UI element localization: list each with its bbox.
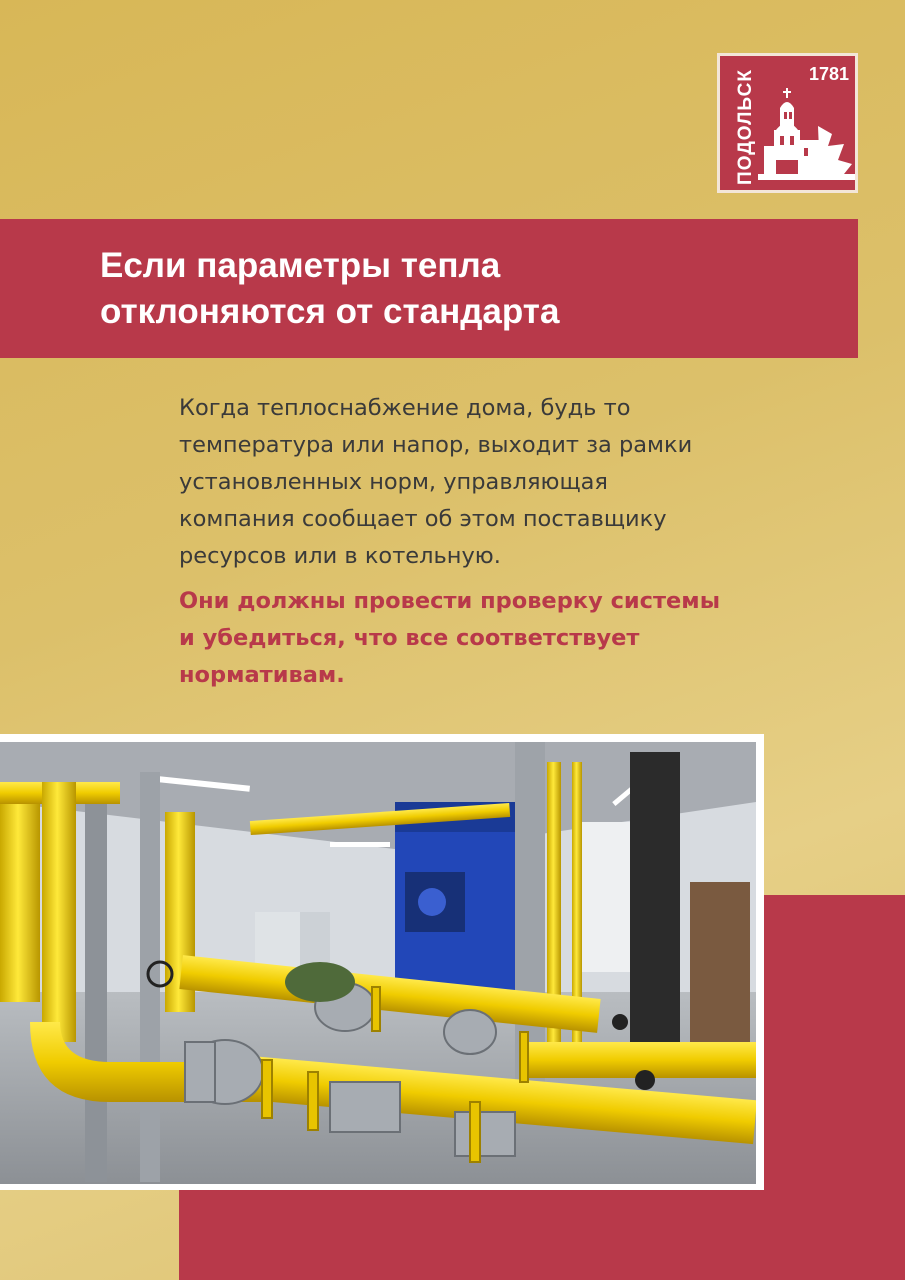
city-logo — [717, 53, 858, 193]
logo-city-name: ПОДОЛЬСК — [735, 69, 756, 185]
decor-block-right — [764, 895, 905, 1195]
body-accent-paragraph: Они должны провести проверку системы и убедиться, что все соответствует нормативам. — [179, 588, 721, 688]
photo-frame — [0, 734, 764, 1190]
church-emblem-icon — [758, 86, 856, 186]
logo-year: 1781 — [808, 64, 849, 84]
body-paragraph: Когда теплоснабжение дома, будь то температура или напор, выходит за рамки установленных норм, управляющая компания сообщает об этом поставщику ресурсов или в котельную. — [179, 395, 693, 569]
boiler-room-photo — [0, 742, 756, 1184]
decor-block-bottom — [179, 1190, 905, 1280]
page-title: Если параметры тепла отклоняются от стандарта — [100, 246, 560, 331]
title-band — [0, 219, 858, 358]
